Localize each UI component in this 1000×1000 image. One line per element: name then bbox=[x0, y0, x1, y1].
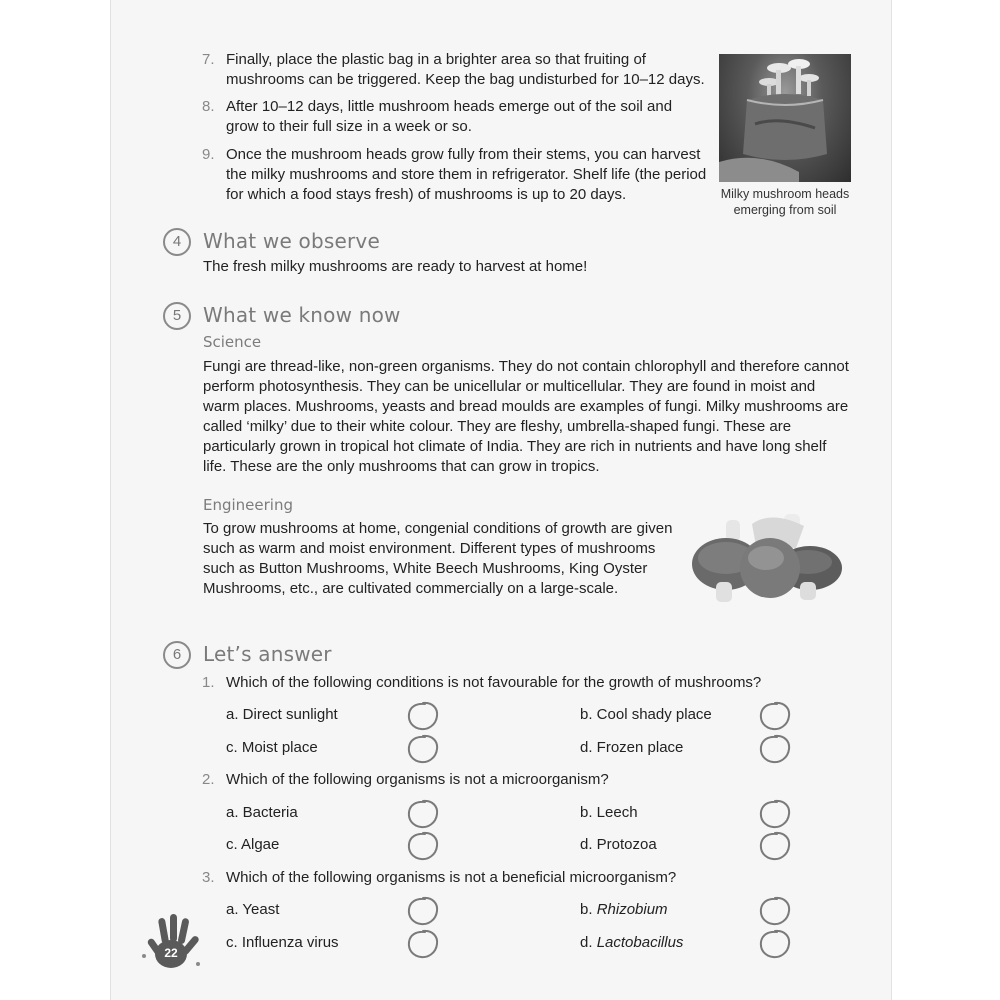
answer-circle[interactable] bbox=[758, 700, 788, 730]
option-label: c. Algae bbox=[226, 836, 280, 853]
step-9 bbox=[202, 145, 707, 205]
question-1 bbox=[202, 673, 761, 693]
answer-circle[interactable] bbox=[406, 798, 436, 828]
question-number: 2. bbox=[202, 771, 215, 788]
option-label: d. Frozen place bbox=[580, 739, 684, 756]
question-text: Which of the following organisms is not a microorganism? bbox=[226, 771, 609, 788]
option-label: a. Yeast bbox=[226, 901, 280, 918]
answer-circle[interactable] bbox=[406, 700, 436, 730]
answer-circle[interactable] bbox=[406, 830, 436, 860]
answer-circle[interactable] bbox=[758, 733, 788, 763]
option-label: b. Cool shady place bbox=[580, 706, 712, 723]
step-number: 8. bbox=[202, 98, 215, 115]
section-number-badge: 5 bbox=[163, 302, 191, 330]
step-text: Finally, place the plastic bag in a brighter area so that fruiting of mushrooms can be triggered. Keep the bag undisturbed for 10–12 days. bbox=[226, 51, 705, 88]
observe-text: The fresh milky mushrooms are ready to harvest at home! bbox=[203, 258, 588, 275]
italic-species-name: Lactobacillus bbox=[596, 934, 684, 951]
step-text: Once the mushroom heads grow fully from their stems, you can harvest the milky mushrooms and store them in refrigerator. Shelf life (the period for which a food stays fresh) of mushrooms is up to 20 days. bbox=[226, 146, 707, 203]
answer-circle[interactable] bbox=[758, 895, 788, 925]
question-text: Which of the following conditions is not favourable for the growth of mushrooms? bbox=[226, 674, 762, 691]
hand-logo-icon bbox=[140, 912, 206, 977]
engineering-heading: Engineering bbox=[203, 496, 293, 514]
question-number: 1. bbox=[202, 674, 215, 691]
question-text: Which of the following organisms is not a beneficial microorganism? bbox=[226, 869, 677, 886]
engineering-paragraph: To grow mushrooms at home, congenial conditions of growth are given such as warm and moist environment. Different types of mushrooms such as Button Mushrooms, White Beech Mushrooms, King Oyster Mushrooms, etc., are cultivated commercially on a large-scale. bbox=[203, 520, 673, 597]
option-label: c. Influenza virus bbox=[226, 934, 339, 951]
italic-species-name: Rhizobium bbox=[596, 901, 668, 918]
step-text: After 10–12 days, little mushroom heads emerge out of the soil and grow to their full size in a week or so. bbox=[226, 98, 673, 135]
answer-circle[interactable] bbox=[406, 928, 436, 958]
photo-caption: Milky mushroom heads emerging from soil bbox=[720, 187, 850, 217]
option-label: d. Protozoa bbox=[580, 836, 657, 853]
question-number: 3. bbox=[202, 869, 215, 886]
science-paragraph: Fungi are thread-like, non-green organisms. They do not contain chlorophyll and therefore cannot perform photosynthesis. They can be unicellular or multicellular. They are found in moist and warm places. Mushrooms, yeasts and bread moulds are examples of fungi. Milky mushrooms are called ‘milky’ due to their white colour. They are fleshy, umbrella-shaped fungi. These are particularly grown in tropical hot climate of India. They are rich in nutrients and have long shelf life. These are the only mushrooms that can grow in tropics. bbox=[203, 358, 849, 475]
page-number: 22 bbox=[164, 946, 178, 960]
section-title-know: What we know now bbox=[203, 303, 401, 327]
question-3 bbox=[202, 868, 676, 888]
option-label: b. Leech bbox=[580, 804, 638, 821]
step-7 bbox=[202, 50, 707, 90]
milky-mushroom-photo bbox=[719, 54, 851, 182]
step-number: 7. bbox=[202, 51, 215, 68]
option-label: b. Rhizobium bbox=[580, 901, 668, 918]
section-number-badge: 6 bbox=[163, 641, 191, 669]
option-label: d. Lactobacillus bbox=[580, 934, 684, 951]
section-title-observe: What we observe bbox=[203, 229, 380, 253]
answer-circle[interactable] bbox=[406, 733, 436, 763]
answer-circle[interactable] bbox=[758, 928, 788, 958]
button-mushrooms-photo bbox=[692, 512, 844, 604]
option-label: a. Bacteria bbox=[226, 804, 298, 821]
option-label: c. Moist place bbox=[226, 739, 318, 756]
science-heading: Science bbox=[203, 333, 262, 351]
answer-circle[interactable] bbox=[758, 830, 788, 860]
step-8 bbox=[202, 97, 707, 137]
answer-circle[interactable] bbox=[406, 895, 436, 925]
step-number: 9. bbox=[202, 146, 215, 163]
option-label: a. Direct sunlight bbox=[226, 706, 338, 723]
question-2 bbox=[202, 770, 609, 790]
section-title-answer: Let’s answer bbox=[203, 642, 332, 666]
answer-circle[interactable] bbox=[758, 798, 788, 828]
section-number-badge: 4 bbox=[163, 228, 191, 256]
